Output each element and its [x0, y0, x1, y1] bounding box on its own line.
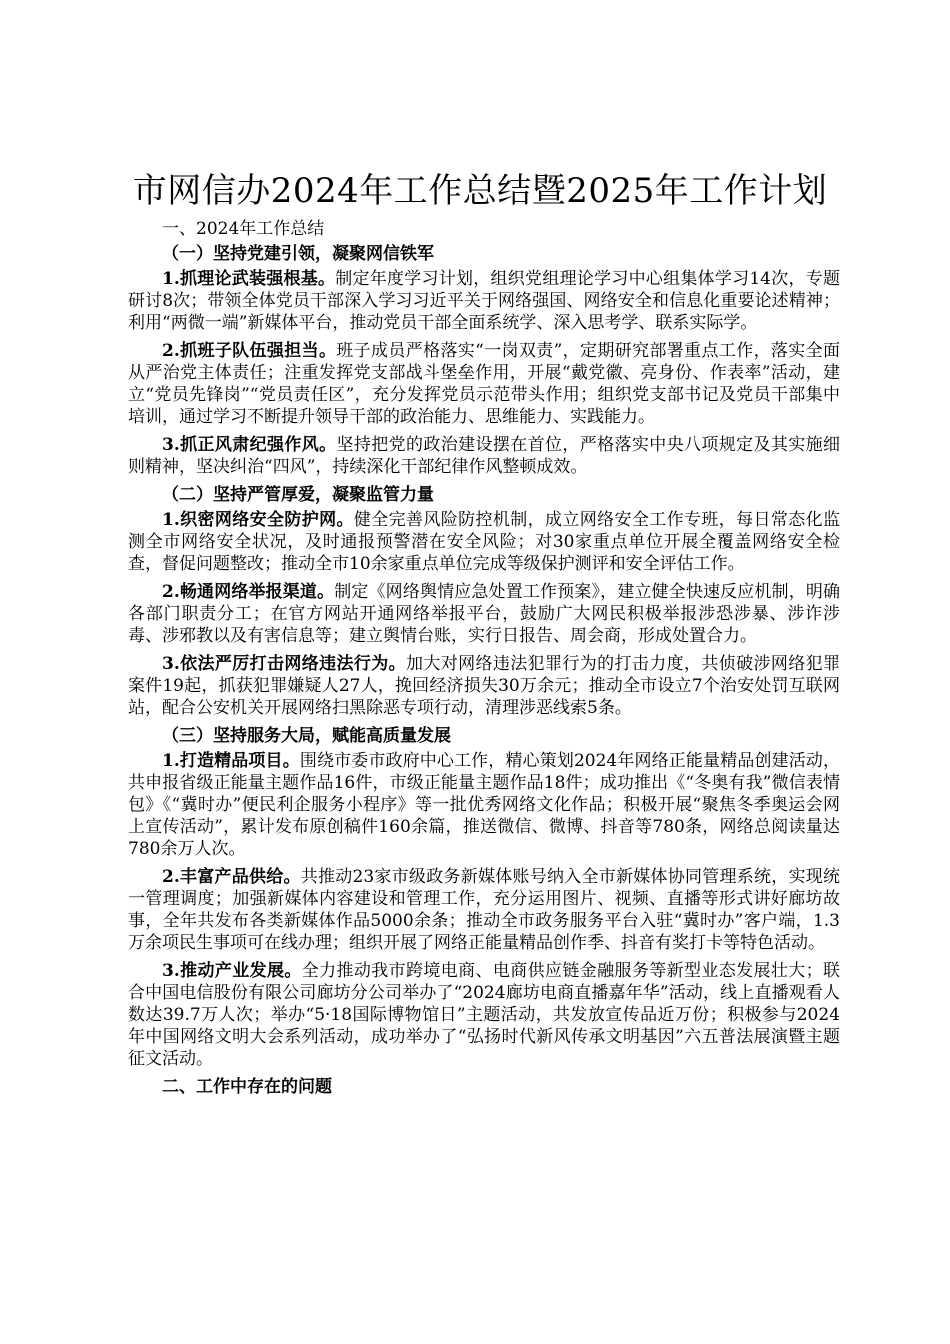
- paragraph: [128, 581, 840, 647]
- paragraph-body: 共推动23家市级政务新媒体账号纳入全市新媒体协同管理系统，实现统一管理调度；加强新媒体内容建设和管理工作，充分运用图片、视频、直播等形式讲好廊坊故事，全年共发布各类新媒体作品5000余条；推动全市政务服务平台入驻“冀时办”客户端，1.3万余项民生事项可在线办理；组织开展了网络正能量精品创作季、抖音有奖打卡等特色活动。: [128, 867, 840, 953]
- paragraph-lead: 3.推动产业发展。: [162, 961, 302, 981]
- document-title: 市网信办2024年工作总结暨2025年工作计划: [132, 171, 828, 211]
- paragraph: [128, 509, 840, 575]
- paragraph-lead: 1.织密网络安全防护网。: [162, 510, 354, 530]
- paragraph-lead: 3.抓正风肃纪强作风。: [162, 435, 337, 455]
- subsection-heading-1: （一）坚持党建引领，凝聚网信铁军: [162, 244, 434, 264]
- subsection-heading-3: （三）坚持服务大局，赋能高质量发展: [162, 726, 451, 746]
- paragraph: [128, 960, 840, 1070]
- paragraph: [128, 268, 840, 334]
- paragraph-body: 坚持把党的政治建设摆在首位，严格落实中央八项规定及其实施细则精神，坚决纠治“四风”，持续深化干部纪律作风整顿成效。: [128, 435, 840, 477]
- paragraph-lead: 1.抓理论武装强根基。: [162, 269, 336, 289]
- section-heading-1: 一、2024年工作总结: [162, 219, 325, 239]
- paragraph-lead: 2.丰富产品供给。: [162, 867, 301, 887]
- section-heading-2: 二、工作中存在的问题: [162, 1077, 332, 1097]
- paragraph-body: 制定《网络舆情应急处置工作预案》，建立健全快速反应机制，明确各部门职责分工；在官方网站开通网络举报平台，鼓励广大网民积极举报涉恐涉暴、涉诈涉毒、涉邪教以及有害信息等；建立舆情台账，实行日报告、周会商，形成处置合力。: [128, 582, 841, 646]
- paragraph: [128, 340, 840, 428]
- paragraph-body: 全力推动我市跨境电商、电商供应链金融服务等新型业态发展壮大；联合中国电信股份有限公司廊坊分公司举办了“2024廊坊电商直播嘉年华”活动，线上直播观看人数达39.7万人次；举办“5·18国际博物馆日”主题活动，共发放宣传品近万份；积极参与2024年中国网络文明大会系列活动，成功举办了“弘扬时代新风传承文明基因”六五普法展演暨主题征文活动。: [128, 961, 840, 1069]
- paragraph-lead: 3.依法严厉打击网络违法行为。: [162, 654, 406, 674]
- paragraph-body: 健全完善风险防控机制，成立网络安全工作专班，每日常态化监测全市网络安全状况，及时通报预警潜在安全风险；对30家重点单位开展全覆盖网络安全检查，督促问题整改；推动全市10余家重点单位完成等级保护测评和安全评估工作。: [128, 510, 840, 574]
- paragraph-body: 制定年度学习计划，组织党组理论学习中心组集体学习14次，专题研讨8次；带领全体党员干部深入学习习近平关于网络强国、网络安全和信息化重要论述精神；利用“两微一端”新媒体平台，推动党员干部全面系统学、深入思考学、联系实际学。: [128, 269, 840, 333]
- paragraph: [128, 750, 840, 860]
- paragraph-body: 加大对网络违法犯罪行为的打击力度，共侦破涉网络犯罪案件19起，抓获犯罪嫌疑人27人，挽回经济损失30万余元；推动全市设立7个治安处罚互联网站，配合公安机关开展网络扫黑除恶专项行动，清理涉恶线索5条。: [128, 654, 840, 718]
- paragraph-lead: 2.抓班子队伍强担当。: [162, 341, 337, 361]
- paragraph: [128, 434, 840, 478]
- subsection-heading-2: （二）坚持严管厚爱，凝聚监管力量: [162, 485, 434, 505]
- paragraph: [128, 866, 840, 954]
- paragraph-lead: 2.畅通网络举报渠道。: [162, 582, 335, 602]
- paragraph: [128, 653, 840, 719]
- paragraph-lead: 1.打造精品项目。: [162, 751, 300, 771]
- paragraph-body: 班子成员严格落实“一岗双责”，定期研究部署重点工作，落实全面从严治党主体责任；注重发挥党支部战斗堡垒作用，开展“戴党徽、亮身份、作表率”活动，建立“党员先锋岗”“党员责任区”，充分发挥党员示范带头作用；组织党支部书记及党员干部集中培训，通过学习不断提升领导干部的政治能力、思维能力、实践能力。: [128, 341, 840, 427]
- paragraph-body: 围绕市委市政府中心工作，精心策划2024年网络正能量精品创建活动，共申报省级正能量主题作品16件，市级正能量主题作品18件；成功推出《“冬奥有我”微信表情包》《“冀时办”便民利企服务小程序》等一批优秀网络文化作品；积极开展“聚焦冬季奥运会网上宣传活动”，累计发布原创稿件160余篇，推送微信、微博、抖音等780条，网络总阅读量达780余万人次。: [128, 751, 840, 859]
